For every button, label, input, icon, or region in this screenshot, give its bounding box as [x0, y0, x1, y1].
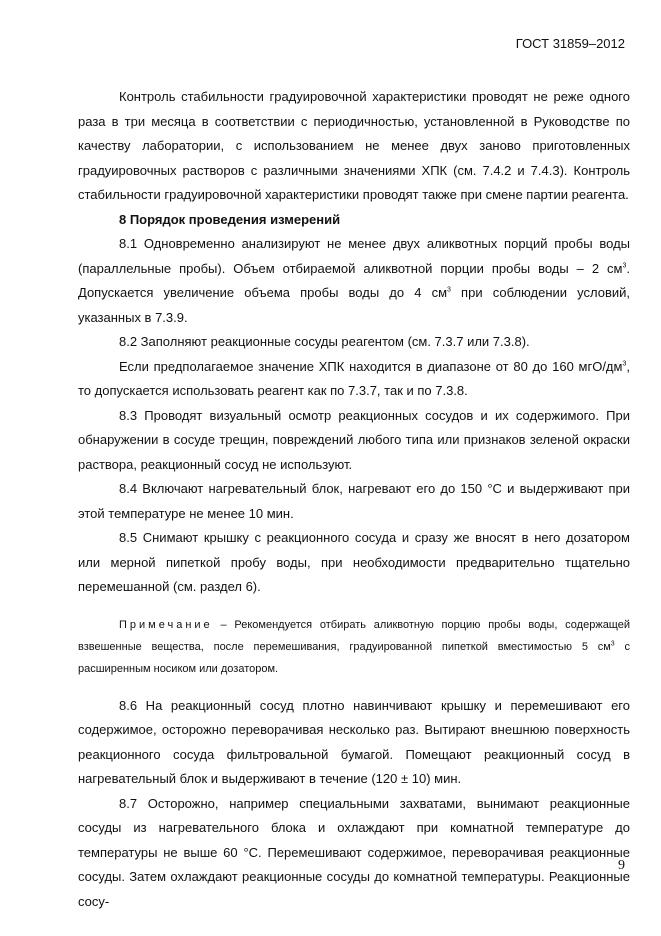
paragraph-8-3: 8.3 Проводят визуальный осмотр реакционных сосудов и их содержимого. При обнаружении в сосуде трещин, повреждений любого типа или признаков зеленой окраски раствора, реакционный сосуд не используют. [78, 407, 630, 472]
paragraph-calibration-control: Контроль стабильности градуировочной характеристики проводят не реже одного раза в три месяца в соответствии с периодичностью, установленной в Руководстве по качеству лаборатории, с использованием не менее двух заново приготовленных градуировочных растворов с различными значениями ХПК (см. 7.4.2 и 7.4.3). Контроль стабильности градуировочной характеристики проводят также при смене партии реагента. [78, 89, 630, 202]
note-label: Примечание [119, 618, 213, 631]
paragraph-8-6: 8.6 На реакционный сосуд плотно навинчивают крышку и перемешивают его содержимое, осторожно переворачивая несколько раз. Вытирают внешнюю поверхность реакционного сосуда фильтровальной бумагой. Помещают реакционный сосуд в нагревательный блок и выдерживают в течение (120 ± 10) мин. [78, 697, 630, 786]
paragraph-8-2-range: Если предполагаемое значение ХПК находится в диапазоне от 80 до 160 мгО/$дм^3$, то допускается использовать реагент как по 7.3.7, так и по 7.3.8. [78, 358, 630, 398]
document-body [78, 85, 630, 914]
paragraph-8-5: 8.5 Снимают крышку с реакционного сосуда и сразу же вносят в него дозатором или мерной пипеткой пробу воды, при необходимости предварительно тщательно перемешанной (см. раздел 6). [78, 530, 630, 594]
note: Примечание – Рекомендуется отбирать аликвотную порцию пробы воды, содержащей взвешенные вещества, после перемешивания, градуированной пипеткой вместимостью 5 $см^3$ с расширенным носиком или дозатором. [78, 618, 630, 675]
page-number: 9 [618, 858, 625, 873]
paragraph-8-4: 8.4 Включают нагревательный блок, нагревают его до 150 °С и выдерживают при этой температуре не менее 10 мин. [78, 481, 630, 521]
paragraph-8-1: 8.1 Одновременно анализируют не менее двух аликвотных порций пробы воды (параллельные пробы). Объем отбираемой аликвотной порции пробы воды – 2 $см^3$. Допускается увеличение объема пробы воды до 4 $см^3$ при соблюдении условий, указанных в 7.3.9. [78, 236, 630, 325]
paragraph-8-2: 8.2 Заполняют реакционные сосуды реагентом (см. 7.3.7 или 7.3.8). [119, 334, 530, 349]
paragraph-8-7: 8.7 Осторожно, например специальными захватами, вынимают реакционные сосуды из нагревательного блока и охлаждают при комнатной температуре до температуры не выше 60 °С. Перемешивают содержимое, переворачивая реакционные сосуды. Затем охлаждают реакционные сосуды до комнатной температуры. Реакционные сосу- [78, 795, 630, 909]
section-title: 8 Порядок проведения измерений [119, 211, 341, 227]
page-header: ГОСТ 31859–2012 [515, 36, 625, 51]
